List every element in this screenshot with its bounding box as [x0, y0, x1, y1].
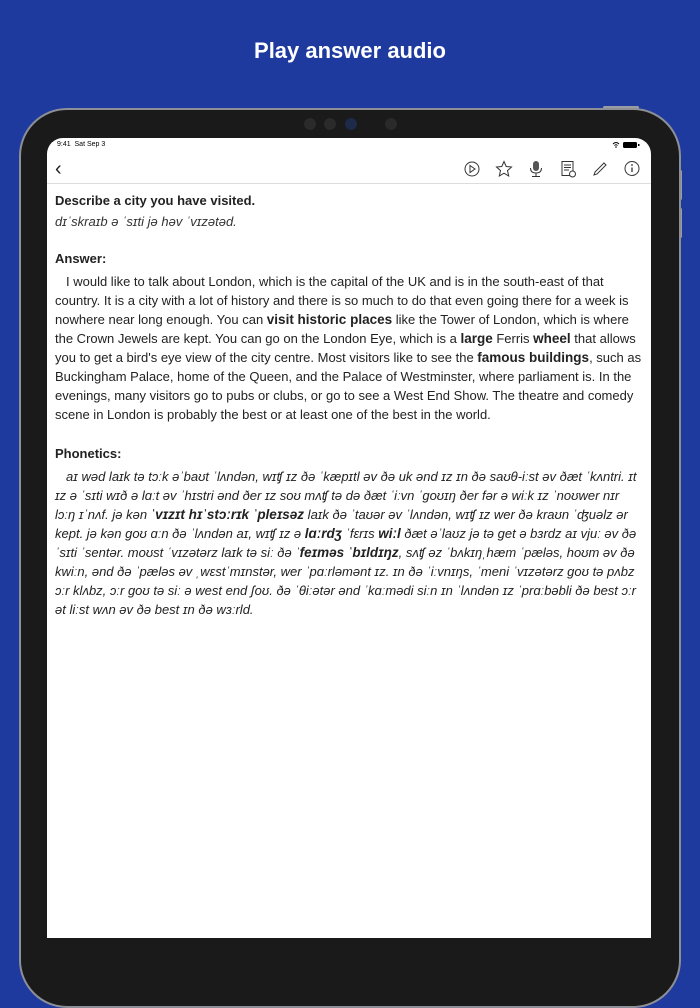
- text-segment: ðæt əˈlaʊz jə tə get ə bɜrdz aɪ vjuː əv ðə ˈsɪti ˈsentər. moʊst ˈvɪzətərz laɪk tə siː ðə ˈ: [55, 526, 637, 560]
- record-button[interactable]: [527, 160, 545, 178]
- play-circle-icon: [464, 161, 480, 177]
- answer-heading: Answer:: [55, 251, 107, 266]
- favorite-button[interactable]: [495, 160, 513, 178]
- highlighted-phrase: famous buildings: [477, 350, 590, 365]
- app-screen: [47, 138, 651, 938]
- text-segment: Ferris: [492, 331, 534, 346]
- info-icon: [623, 160, 641, 178]
- status-date: Sat Sep 3: [74, 141, 106, 148]
- notes-icon: [559, 160, 577, 178]
- text-segment: ˈfɛrɪs: [341, 526, 379, 541]
- text-segment: I would like to talk about London, which is the capital of the UK and is in the south-east of that country. It is a city with a lot of history and there is so much to do that even going there for a week is nowhere near long enough. You can: [55, 274, 629, 327]
- text-segment: that allows you to get a bird's eye view of the city centre. Most visitors like to see the: [55, 331, 636, 365]
- play-audio-button[interactable]: [463, 160, 481, 178]
- microphone-icon: [527, 160, 545, 178]
- highlighted-phrase: wiːl: [378, 526, 401, 541]
- pencil-icon: [591, 160, 609, 178]
- edit-button[interactable]: [591, 160, 609, 178]
- text-segment: aɪ wəd laɪk tə tɔːk əˈbaʊt ˈlʌndən, wɪʧ ɪz ðə ˈkæpɪtl əv ðə uk ənd ɪz ɪn ðə saʊθ-iːst əv ðæt ˈkʌntri. ɪt ɪz ə ˈsɪti wɪð ə lɑːt əv ˈhɪstri ənd ðer ɪz soʊ mʌʧ tə də ðæt ˈiːvn ˈgoʊɪŋ ðer fər ə wiːk ɪz ˈnoʊwer nɪr lɔːŋ ɪˈnʌf. jə kən: [55, 469, 637, 522]
- battery-icon: [611, 141, 641, 155]
- question-detail: [47, 184, 651, 619]
- phonetics-text: [55, 467, 643, 619]
- highlighted-phrase: visit historic places: [266, 312, 393, 327]
- info-button[interactable]: [623, 160, 641, 178]
- question-phonetic: dɪˈskraɪb ə ˈsɪti jə həv ˈvɪzətəd.: [55, 214, 237, 229]
- camera-lens: [345, 118, 357, 130]
- star-icon: [495, 160, 513, 178]
- status-bar: [47, 138, 651, 155]
- text-segment: like the Tower of London, which is where the Crown Jewels are kept. You can go on the London Eye, which is a: [55, 312, 629, 346]
- highlighted-phrase: wheel: [533, 331, 571, 346]
- question-text: Describe a city you have visited.: [55, 193, 256, 208]
- highlighted-phrase: feɪməs ˈbɪldɪŋz: [299, 545, 399, 560]
- text-segment: , such as Buckingham Palace, home of the Queen, and the Palace of Westminster, where parliament is. In the evenings, many visitors go to pubs or clubs, or go to see a West End Show. The theatre and comedy scene in London is probably the best or at least one of the best in the world.: [55, 350, 642, 422]
- highlighted-phrase: ˈvɪzɪt hɪˈstɔːrɪk ˈpleɪsəz: [150, 507, 305, 522]
- page-headline: Play answer audio: [254, 38, 446, 63]
- camera-dot: [324, 118, 336, 130]
- back-button[interactable]: ‹: [55, 157, 62, 180]
- highlighted-phrase: lɑːrdʒ: [304, 526, 342, 541]
- answer-text: [55, 272, 643, 424]
- text-segment: , sʌʧ əz ˈbʌkɪŋˌhæm ˈpæləs, hoʊm əv ðə kwiːn, ənd ðə ˈpæləs əv ˌwɛstˈmɪnstər, wer ˈpɑːrləmənt ɪz. ɪn ðə ˈiːvnɪŋs, ˈmeni ˈvɪzətərz goʊ tə pʌbz ɔːr klʌbz, ɔːr goʊ tə siː ə west end ʃoʊ. ðə ˈθiːətər ənd ˈkɑːmədi siːn ɪn ˈlʌndən ɪz ˈprɑːbəbli ðə best ɔːr ət liːst wʌn əv ðə best ɪn ðə wɜːrld.: [55, 545, 636, 617]
- camera-dot: [385, 118, 397, 130]
- text-segment: laɪk ðə ˈtaʊər əv ˈlʌndən, wɪʧ ɪz wer ðə kraʊn ˈʤuəlz ər kept. jə kən goʊ ɑːn ðə ˈlʌndən aɪ, wɪʧ ɪz ə: [55, 507, 628, 541]
- toolbar: [47, 155, 651, 184]
- status-time: 9:41: [57, 141, 71, 148]
- phonetics-heading: Phonetics:: [55, 446, 122, 461]
- notes-button[interactable]: [559, 160, 577, 178]
- camera-dot: [304, 118, 316, 130]
- highlighted-phrase: large: [460, 331, 493, 346]
